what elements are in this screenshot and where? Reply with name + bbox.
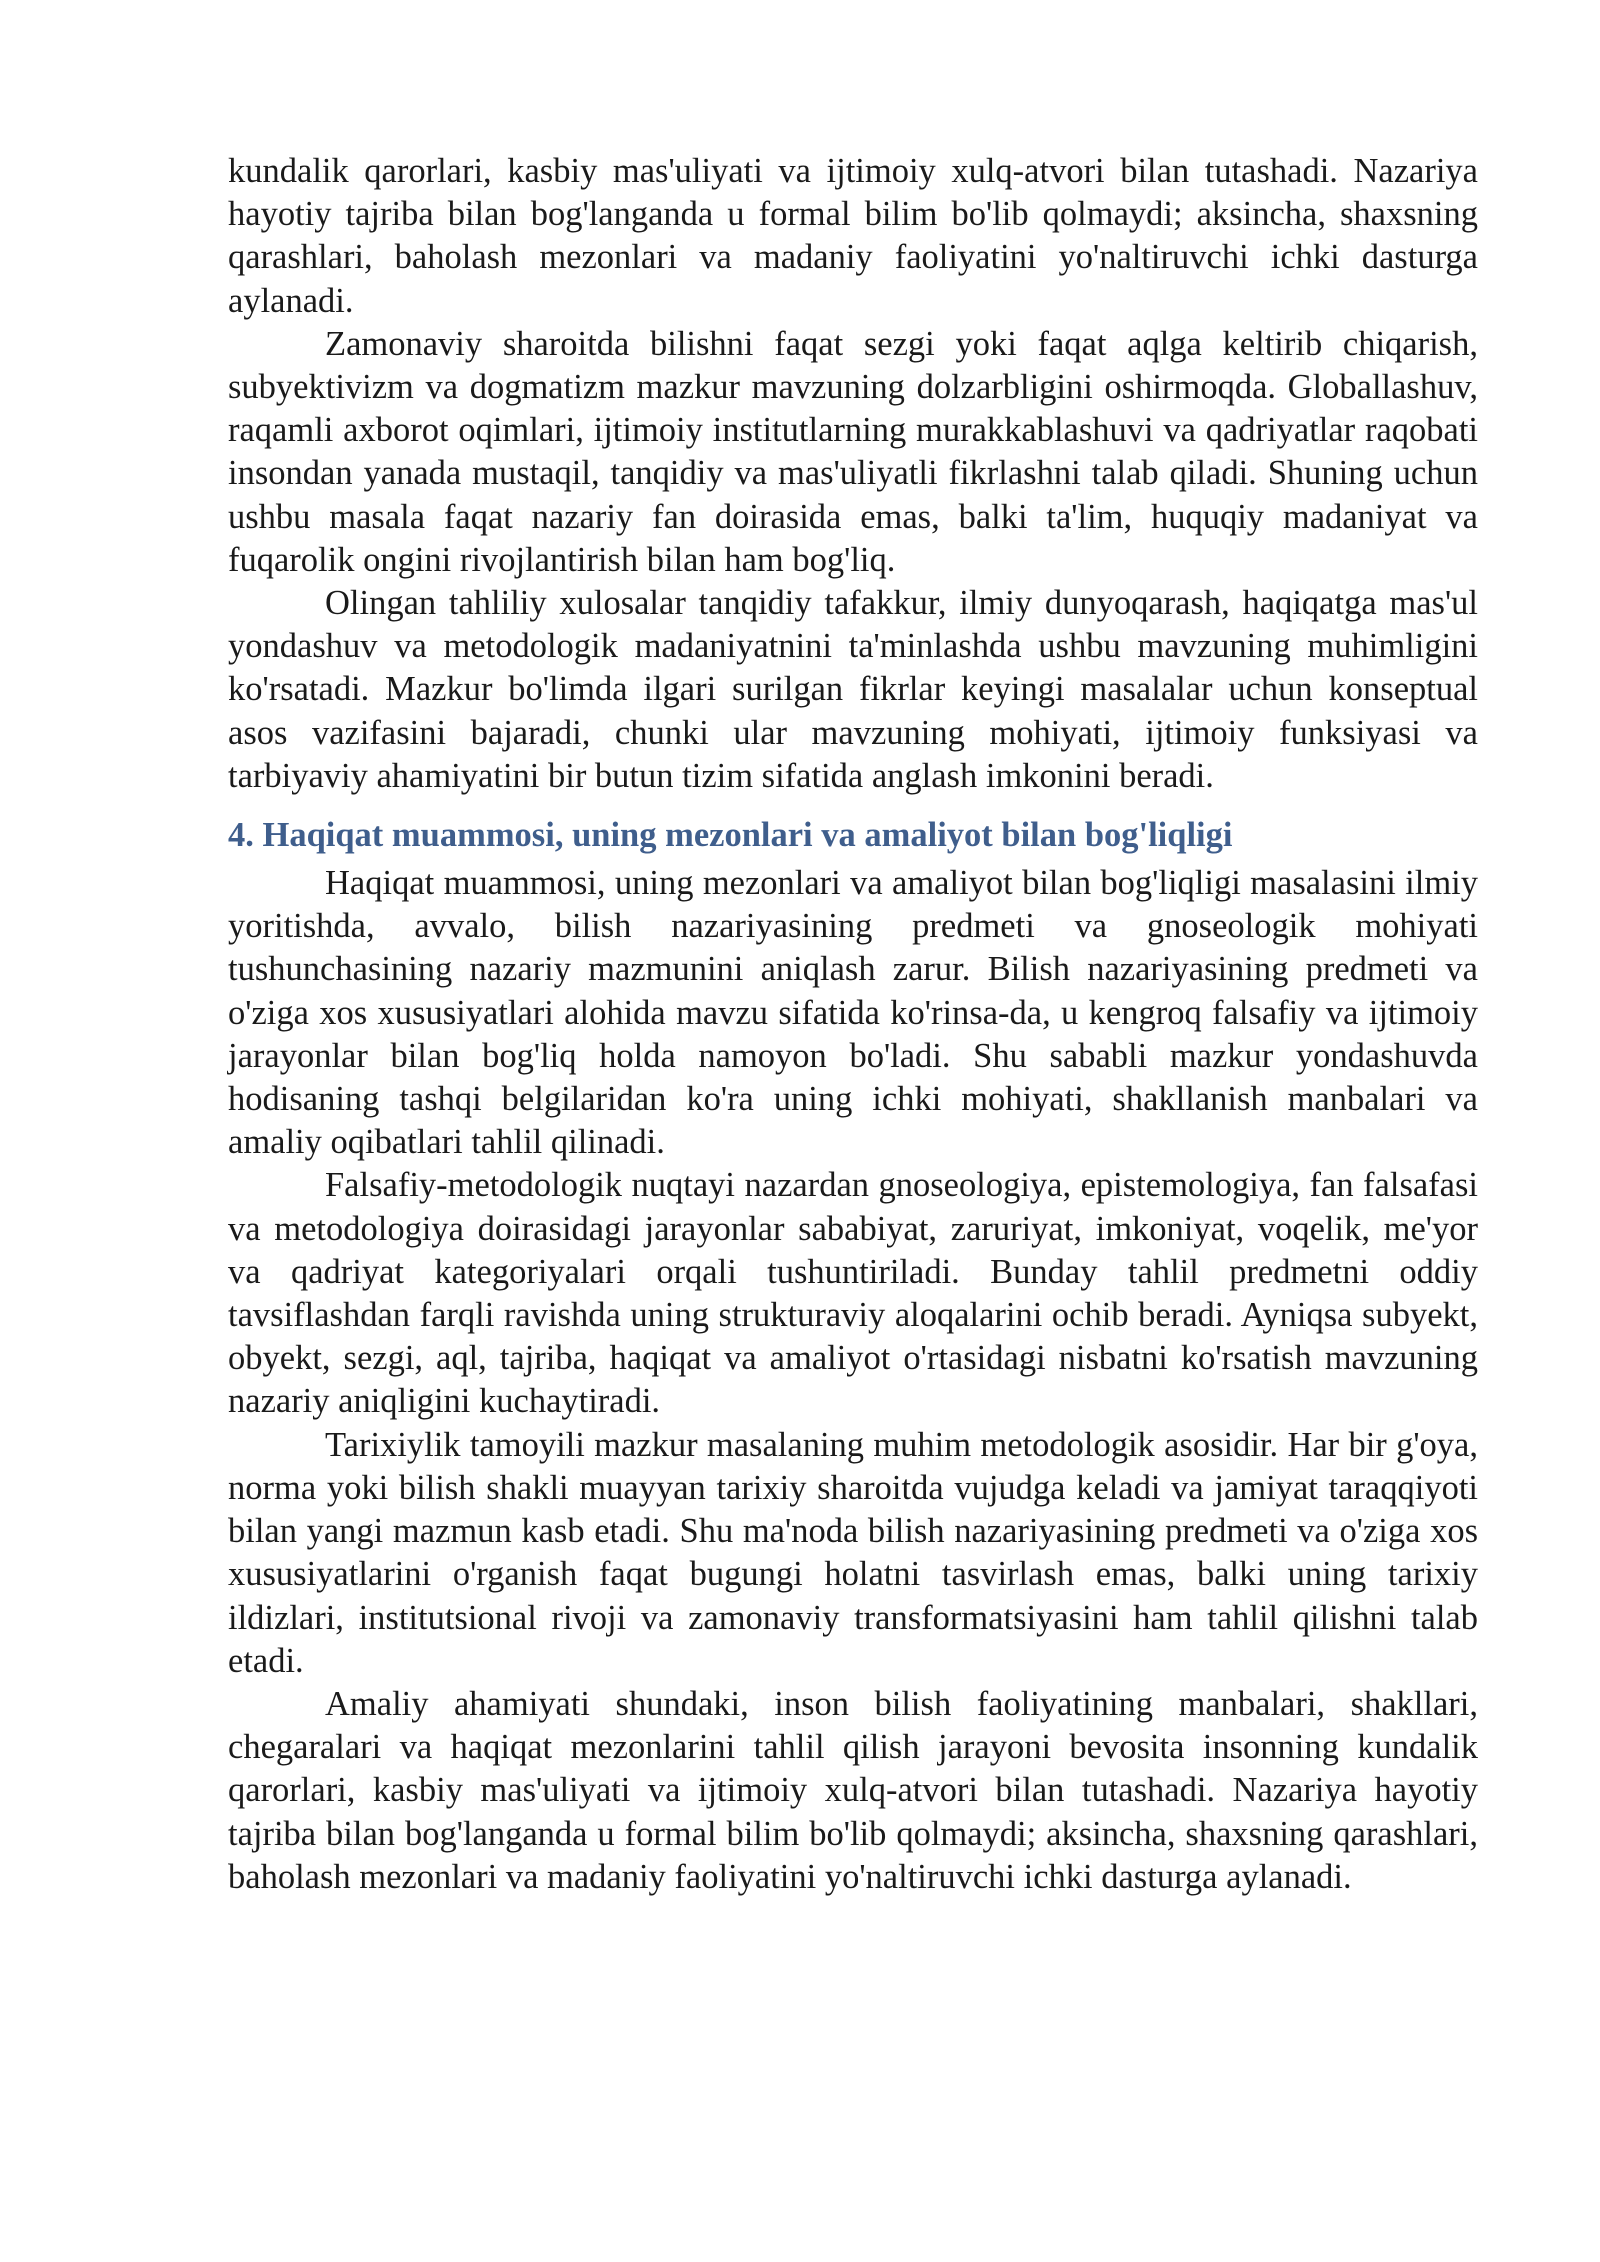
- body-paragraph: Amaliy ahamiyati shundaki, inson bilish faoliyatining manbalari, shakllari, chegaralari va haqiqat mezonlarini tahlil qilish jarayoni bevosita insonning kundalik qarorlari, kasbiy mas'uliyati va ijtimoiy xulq-atvori bilan tutashadi. Nazariya hayotiy tajriba bilan bog'langanda u formal bilim bo'lib qolmaydi; aksincha, shaxsning qarashlari, baholash mezonlari va madaniy faoliyatini yo'naltiruvchi ichki dasturga aylanadi.: [228, 1684, 1478, 1896]
- body-paragraph: Olingan tahliliy xulosalar tanqidiy tafakkur, ilmiy dunyoqarash, haqiqatga mas'ul yondashuv va metodologik madaniyatnini ta'minlashda ushbu mavzuning muhimligini ko'rsatadi. Mazkur bo'limda ilgari surilgan fikrlar keyingi masalalar uchun konseptual asos vazifasini bajaradi, chunki ular mavzuning mohiyati, ijtimoiy funksiyasi va tarbiyaviy ahamiyatini bir butun tizim sifatida anglash imkonini beradi.: [228, 584, 1478, 795]
- body-paragraph: Tarixiylik tamoyili mazkur masalaning muhim metodologik asosidir. Har bir g'oya, norma yoki bilish shakli muayyan tarixiy sharoitda vujudga keladi va jamiyat taraqqiyoti bilan yangi mazmun kasb etadi. Shu ma'noda bilish nazariyasining predmeti va o'ziga xos xususiyatlarini o'rganish faqat bugungi holatni tasvirlash emas, balki uning tarixiy ildizlari, institutsional rivoji va zamonaviy transformatsiyasini ham tahlil qilishni talab etadi.: [228, 1425, 1478, 1680]
- body-paragraph: Falsafiy-metodologik nuqtayi nazardan gnoseologiya, epistemologiya, fan falsafasi va metodologiya doirasidagi jarayonlar sababiyat, zaruriyat, imkoniyat, voqelik, me'yor va qadriyat kategoriyalari orqali tushuntiriladi. Bunday tahlil predmetni oddiy tavsiflashdan farqli ravishda uning strukturaviy aloqalarini ochib beradi. Ayniqsa subyekt, obyekt, sezgi, aql, tajriba, haqiqat va amaliyot o'rtasidagi nisbatni ko'rsatish mavzuning nazariy aniqligini kuchaytiradi.: [228, 1166, 1478, 1421]
- document-page: [228, 150, 1478, 1899]
- section-heading: 4. Haqiqat muammosi, uning mezonlari va amaliyot bilan bog'liqligi: [228, 816, 1233, 855]
- body-paragraph: Zamonaviy sharoitda bilishni faqat sezgi yoki faqat aqlga keltirib chiqarish, subyektivizm va dogmatizm mazkur mavzuning dolzarbligini oshirmoqda. Globallashuv, raqamli axborot oqimlari, ijtimoiy institutlarning murakkablashuvi va qadriyatlar raqobati insondan yanada mustaqil, tanqidiy va mas'uliyatli fikrlashni talab qiladi. Shuning uchun ushbu masala faqat nazariy fan doirasida emas, balki ta'lim, huquqiy madaniyat va fuqarolik ongini rivojlantirish bilan ham bog'liq.: [228, 324, 1478, 579]
- body-paragraph: Haqiqat muammosi, uning mezonlari va amaliyot bilan bog'liqligi masalasini ilmiy yoritishda, avvalo, bilish nazariyasining predmeti va gnoseologik mohiyati tushunchasining nazariy mazmunini aniqlash zarur. Bilish nazariyasining predmeti va o'ziga xos xususiyatlari alohida mavzu sifatida ko'rinsa-da, u kengroq falsafiy va ijtimoiy jarayonlar bilan bog'liq holda namoyon bo'ladi. Shu sababli mazkur yondashuvda hodisaning tashqi belgilaridan ko'ra uning ichki mohiyati, shakllanish manbalari va amaliy oqibatlari tahlil qilinadi.: [228, 864, 1478, 1162]
- body-paragraph: kundalik qarorlari, kasbiy mas'uliyati va ijtimoiy xulq-atvori bilan tutashadi. Nazariya hayotiy tajriba bilan bog'langanda u formal bilim bo'lib qolmaydi; aksincha, shaxsning qarashlari, baholash mezonlari va madaniy faoliyatini yo'naltiruvchi ichki dasturga aylanadi.: [228, 152, 1478, 320]
